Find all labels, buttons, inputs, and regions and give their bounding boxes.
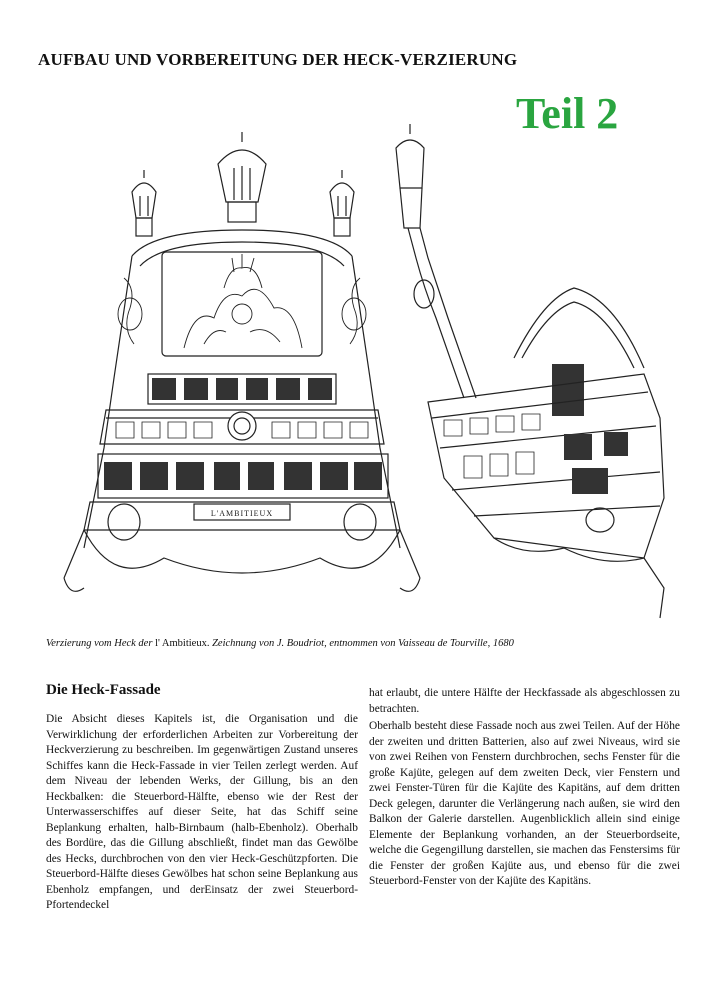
caption-prefix: Verzierung vom Heck der (46, 638, 153, 649)
balcony (100, 410, 384, 444)
lantern-center (218, 132, 266, 222)
upper-window-row (148, 374, 336, 404)
stern-front-view (64, 132, 420, 591)
lower-window-row (98, 454, 388, 498)
caption-source: Zeichnung von J. Boudriot, entnommen von Vaisseau de Tourville, 1680 (212, 638, 514, 649)
part-label: Teil 2 (516, 89, 619, 138)
name-plate: L'AMBITIEUX (210, 509, 274, 518)
paragraph: hat erlaubt, die untere Hälfte der Heckfassade als abgeschlossen zu betrachten. (369, 687, 680, 715)
lantern-right (330, 170, 354, 236)
caption-ship-name: l' Ambitieux. (155, 638, 210, 649)
page-title: AUFBAU UND VORBEREITUNG DER HECK-VERZIERUNG (38, 50, 518, 69)
section-heading: Die Heck-Fassade (46, 682, 161, 698)
stern-side-view (396, 124, 664, 618)
paragraph: Die Absicht dieses Kapitels ist, die Organisation und die Verwirklichung der erforderlichen Arbeiten zur Vorbereitung der Heckverzierung zu beschreiben. Im gegenwärtigen Zustand unseres Schiffes kann die Heck-Fassade in vier Teilen zerlegt werden. Auf dem Niveau der lebenden Werks, der Gillung, bis an den Heckbalken: die Steuerbord-Hälfte, ebenso wie der Rest der Unterwasserschiffes auf dieser Seite, hat das Schiff seine Beplankung erhalten, halb-Birnbaum (halb-Ebenholz). Oberhalb des Bordüre, das die Gillung abschließt, findet man das Gewölbe des Hecks, durchbrochen von den vier Heck-Geschützpforten. Die Steuerbord-Hälfte dieses Gewölbes hat schon seine Beplankung aus Ebenholz empfangen, und derEinsatz der zwei Steuerbord-Pfortendeckel (46, 713, 358, 911)
name-band (64, 502, 420, 591)
lantern-left (132, 170, 156, 236)
relief-sculpture (184, 254, 302, 348)
figure-caption (46, 638, 514, 649)
stern-drawing (44, 118, 676, 628)
paragraph: Oberhalb besteht diese Fassade noch aus zwei Teilen. Auf der Höhe der zweiten und dritten Batterien, also auf zwei Niveaus, wird sie von zwei Reihen von Fenstern durchbrochen, sechs Fenster für die große Kajüte, gelegen auf dem zweiten Deck, vier Fenstern und zwei Fenster-Türen für die Kajüte des Kapitäns, auf dem dritten Deck gelegen, darunter die Verlängerung nach außen, sie wird den Balkon der Galerie darstellen. Augenblicklich allein sind einige Elemente der Beplankung vorhanden, an der Steuerbordseite, welche die Gegengillung darstellen, sie machen das Fenstersims für die Fenster der großen Kajüte aus, und ebenso für die zwei Steuerbord-Fenster von der Kajüte des Kapitäns. (369, 720, 680, 887)
right-column (369, 686, 680, 890)
left-column (46, 712, 358, 914)
